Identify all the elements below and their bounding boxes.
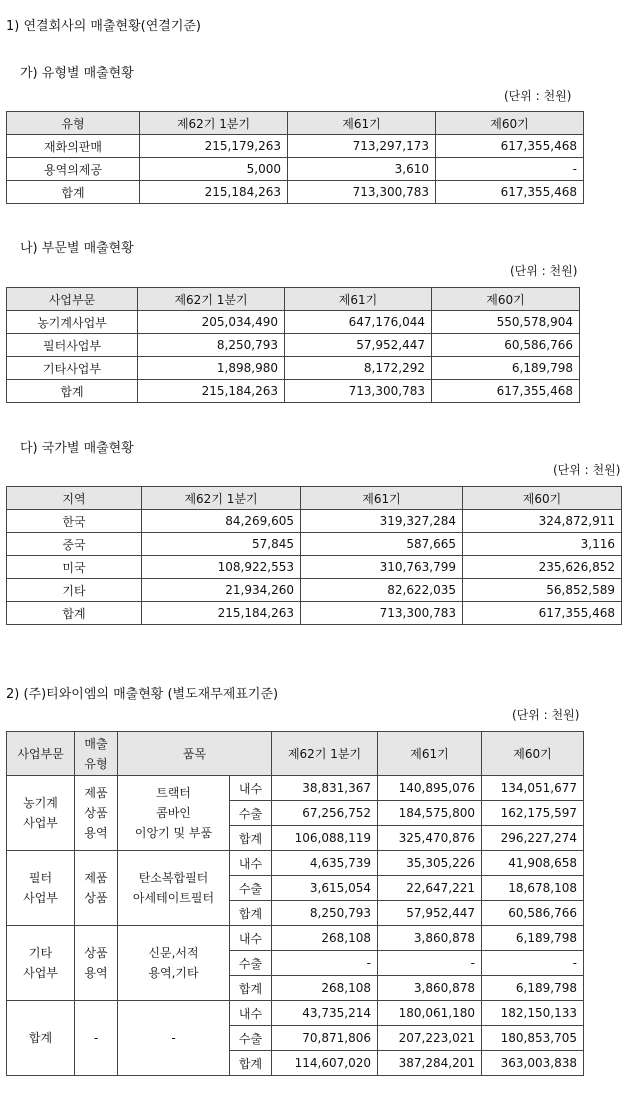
value-cell: 4,635,739 xyxy=(272,851,378,876)
value-cell: 8,250,793 xyxy=(272,901,378,926)
table-header-row xyxy=(7,487,622,510)
channel-cell: 내수 xyxy=(230,851,272,876)
col-header-p60: 제60기 xyxy=(482,732,584,776)
channel-cell: 합계 xyxy=(230,1051,272,1076)
table-row xyxy=(7,851,584,876)
table-row xyxy=(7,357,580,380)
table-row xyxy=(7,510,622,533)
sales-type-line: 상품 xyxy=(84,946,108,960)
dept-line: 합계 xyxy=(28,1031,53,1045)
value-cell: 108,922,553 xyxy=(142,556,301,579)
channel-cell: 합계 xyxy=(230,976,272,1001)
value-cell: 180,061,180 xyxy=(378,1001,482,1026)
value-cell: 713,300,783 xyxy=(301,602,463,625)
table-row xyxy=(7,334,580,357)
col-header: 제62기 1분기 xyxy=(140,112,288,135)
col-header-sales-type-line2: 유형 xyxy=(84,756,108,771)
value-cell: 617,355,468 xyxy=(436,135,584,158)
sales-type-line: 상품 xyxy=(84,806,108,820)
row-label: 농기계사업부 xyxy=(7,311,138,334)
value-cell: 43,735,214 xyxy=(272,1001,378,1026)
value-cell: 3,860,878 xyxy=(378,976,482,1001)
value-cell: 180,853,705 xyxy=(482,1026,584,1051)
sales-type-cell xyxy=(75,851,118,926)
value-cell: 60,586,766 xyxy=(482,901,584,926)
tym-sales-table xyxy=(6,731,584,1076)
value-cell: 184,575,800 xyxy=(378,801,482,826)
value-cell: 363,003,838 xyxy=(482,1051,584,1076)
value-cell: 235,626,852 xyxy=(463,556,622,579)
section1-title: 1) 연결회사의 매출현황(연결기준) xyxy=(6,19,202,34)
dept-cell xyxy=(7,926,75,1001)
channel-cell: 내수 xyxy=(230,776,272,801)
value-cell: 268,108 xyxy=(272,926,378,951)
value-cell: 57,845 xyxy=(142,533,301,556)
value-cell: 134,051,677 xyxy=(482,776,584,801)
item-cell xyxy=(118,1001,230,1076)
row-label: 합계 xyxy=(7,380,138,403)
value-cell: 713,300,783 xyxy=(288,181,436,204)
channel-cell: 수출 xyxy=(230,951,272,976)
item-line: 이앙기 및 부품 xyxy=(134,826,213,840)
subsection-b-title: 나) 부문별 매출현황 xyxy=(20,241,134,256)
item-line: 콤바인 xyxy=(156,806,191,820)
value-cell: 215,179,263 xyxy=(140,135,288,158)
value-cell: 647,176,044 xyxy=(285,311,432,334)
row-label: 한국 xyxy=(7,510,142,533)
value-cell: 56,852,589 xyxy=(463,579,622,602)
row-label: 기타사업부 xyxy=(7,357,138,380)
value-cell: 3,860,878 xyxy=(378,926,482,951)
sales-type-line: 용역 xyxy=(84,826,108,840)
item-line: 아세테이트필터 xyxy=(132,891,215,905)
table-row xyxy=(7,926,584,951)
table-row xyxy=(7,158,584,181)
col-header-sales-type-line1: 매출 xyxy=(84,736,108,751)
value-cell: 140,895,076 xyxy=(378,776,482,801)
sales-type-cell xyxy=(75,776,118,851)
item-cell xyxy=(118,926,230,1001)
row-label: 기타 xyxy=(7,579,142,602)
col-header: 지역 xyxy=(7,487,142,510)
value-cell: - xyxy=(272,951,378,976)
value-cell: 8,250,793 xyxy=(138,334,285,357)
col-header-sales-type xyxy=(75,732,118,776)
value-cell: 60,586,766 xyxy=(432,334,580,357)
channel-cell: 내수 xyxy=(230,1001,272,1026)
value-cell: 587,665 xyxy=(301,533,463,556)
sales-by-country-table xyxy=(6,486,622,625)
value-cell: 324,872,911 xyxy=(463,510,622,533)
value-cell: 182,150,133 xyxy=(482,1001,584,1026)
col-header: 제62기 1분기 xyxy=(138,288,285,311)
value-cell: 713,297,173 xyxy=(288,135,436,158)
value-cell: 215,184,263 xyxy=(138,380,285,403)
value-cell: 3,116 xyxy=(463,533,622,556)
value-cell: 310,763,799 xyxy=(301,556,463,579)
dept-line: 사업부 xyxy=(23,966,58,980)
value-cell: 6,189,798 xyxy=(482,926,584,951)
row-label: 미국 xyxy=(7,556,142,579)
value-cell: - xyxy=(482,951,584,976)
table-row xyxy=(7,181,584,204)
value-cell: 296,227,274 xyxy=(482,826,584,851)
item-line: 신문,서적 xyxy=(148,946,199,960)
value-cell: 6,189,798 xyxy=(482,976,584,1001)
dept-line: 농기계 xyxy=(23,796,58,810)
item-line: - xyxy=(171,1031,176,1045)
value-cell: 22,647,221 xyxy=(378,876,482,901)
row-label: 합계 xyxy=(7,181,140,204)
dept-cell xyxy=(7,776,75,851)
sales-type-line: - xyxy=(93,1031,99,1045)
row-label: 재화의판매 xyxy=(7,135,140,158)
value-cell: 268,108 xyxy=(272,976,378,1001)
channel-cell: 내수 xyxy=(230,926,272,951)
value-cell: 21,934,260 xyxy=(142,579,301,602)
value-cell: - xyxy=(378,951,482,976)
sales-type-cell xyxy=(75,926,118,1001)
subsection-c-title: 다) 국가별 매출현황 xyxy=(20,441,134,456)
value-cell: 1,898,980 xyxy=(138,357,285,380)
item-line: 트랙터 xyxy=(156,786,191,800)
col-header-p61: 제61기 xyxy=(378,732,482,776)
channel-cell: 수출 xyxy=(230,1026,272,1051)
col-header: 제60기 xyxy=(436,112,584,135)
value-cell: 8,172,292 xyxy=(285,357,432,380)
col-header: 유형 xyxy=(7,112,140,135)
table-header-row xyxy=(7,288,580,311)
item-cell xyxy=(118,851,230,926)
value-cell: 38,831,367 xyxy=(272,776,378,801)
value-cell: 3,610 xyxy=(288,158,436,181)
value-cell: 57,952,447 xyxy=(378,901,482,926)
value-cell: 713,300,783 xyxy=(285,380,432,403)
value-cell: 82,622,035 xyxy=(301,579,463,602)
value-cell: 70,871,806 xyxy=(272,1026,378,1051)
dept-line: 사업부 xyxy=(23,816,58,830)
item-line: 용역,기타 xyxy=(148,966,199,980)
table-row xyxy=(7,602,622,625)
value-cell: 5,000 xyxy=(140,158,288,181)
unit-label-2: (단위 : 천원) xyxy=(512,708,580,722)
value-cell: 57,952,447 xyxy=(285,334,432,357)
dept-line: 사업부 xyxy=(23,891,58,905)
value-cell: 617,355,468 xyxy=(463,602,622,625)
sales-type-line: 제품 xyxy=(84,786,108,800)
table-row xyxy=(7,579,622,602)
table-header-row xyxy=(7,732,584,776)
value-cell: 387,284,201 xyxy=(378,1051,482,1076)
channel-cell: 수출 xyxy=(230,801,272,826)
table-row xyxy=(7,556,622,579)
item-cell xyxy=(118,776,230,851)
row-label: 필터사업부 xyxy=(7,334,138,357)
value-cell: 106,088,119 xyxy=(272,826,378,851)
table-row xyxy=(7,311,580,334)
value-cell: 67,256,752 xyxy=(272,801,378,826)
table-row xyxy=(7,380,580,403)
row-label: 중국 xyxy=(7,533,142,556)
value-cell: 162,175,597 xyxy=(482,801,584,826)
unit-label-c: (단위 : 천원) xyxy=(553,463,621,477)
value-cell: 325,470,876 xyxy=(378,826,482,851)
col-header-dept: 사업부문 xyxy=(7,732,75,776)
dept-line: 필터 xyxy=(28,871,53,885)
value-cell: 6,189,798 xyxy=(432,357,580,380)
section2-title: 2) (주)티와이엠의 매출현황 (별도재무제표기준) xyxy=(6,687,279,702)
col-header: 제62기 1분기 xyxy=(142,487,301,510)
col-header-item: 품목 xyxy=(118,732,272,776)
dept-cell xyxy=(7,1001,75,1076)
col-header: 제61기 xyxy=(288,112,436,135)
value-cell: 207,223,021 xyxy=(378,1026,482,1051)
col-header: 제60기 xyxy=(463,487,622,510)
col-header: 제60기 xyxy=(432,288,580,311)
value-cell: 18,678,108 xyxy=(482,876,584,901)
value-cell: 319,327,284 xyxy=(301,510,463,533)
item-line: 탄소복합필터 xyxy=(138,871,209,885)
col-header: 제61기 xyxy=(301,487,463,510)
value-cell: 215,184,263 xyxy=(140,181,288,204)
sales-type-line: 용역 xyxy=(84,966,108,980)
value-cell: 205,034,490 xyxy=(138,311,285,334)
sales-type-cell xyxy=(75,1001,118,1076)
col-header: 사업부문 xyxy=(7,288,138,311)
dept-cell xyxy=(7,851,75,926)
value-cell: 550,578,904 xyxy=(432,311,580,334)
subsection-a-title: 가) 유형별 매출현황 xyxy=(20,66,134,81)
value-cell: 35,305,226 xyxy=(378,851,482,876)
value-cell: 114,607,020 xyxy=(272,1051,378,1076)
dept-line: 기타 xyxy=(28,946,53,960)
channel-cell: 합계 xyxy=(230,901,272,926)
value-cell: 84,269,605 xyxy=(142,510,301,533)
sales-type-line: 상품 xyxy=(84,891,108,905)
sales-by-division-table xyxy=(6,287,580,403)
col-header: 제61기 xyxy=(285,288,432,311)
sales-type-line: 제품 xyxy=(84,871,108,885)
row-label: 용역의제공 xyxy=(7,158,140,181)
table-row xyxy=(7,776,584,801)
table-row xyxy=(7,135,584,158)
value-cell: 617,355,468 xyxy=(432,380,580,403)
value-cell: 3,615,054 xyxy=(272,876,378,901)
value-cell: 215,184,263 xyxy=(142,602,301,625)
value-cell: 617,355,468 xyxy=(436,181,584,204)
sales-by-type-table xyxy=(6,111,584,204)
unit-label-a: (단위 : 천원) xyxy=(504,89,572,103)
channel-cell: 수출 xyxy=(230,876,272,901)
channel-cell: 합계 xyxy=(230,826,272,851)
row-label: 합계 xyxy=(7,602,142,625)
col-header-p62: 제62기 1분기 xyxy=(272,732,378,776)
table-header-row xyxy=(7,112,584,135)
table-row xyxy=(7,1001,584,1026)
value-cell: - xyxy=(436,158,584,181)
value-cell: 41,908,658 xyxy=(482,851,584,876)
table-row xyxy=(7,533,622,556)
unit-label-b: (단위 : 천원) xyxy=(510,264,578,278)
